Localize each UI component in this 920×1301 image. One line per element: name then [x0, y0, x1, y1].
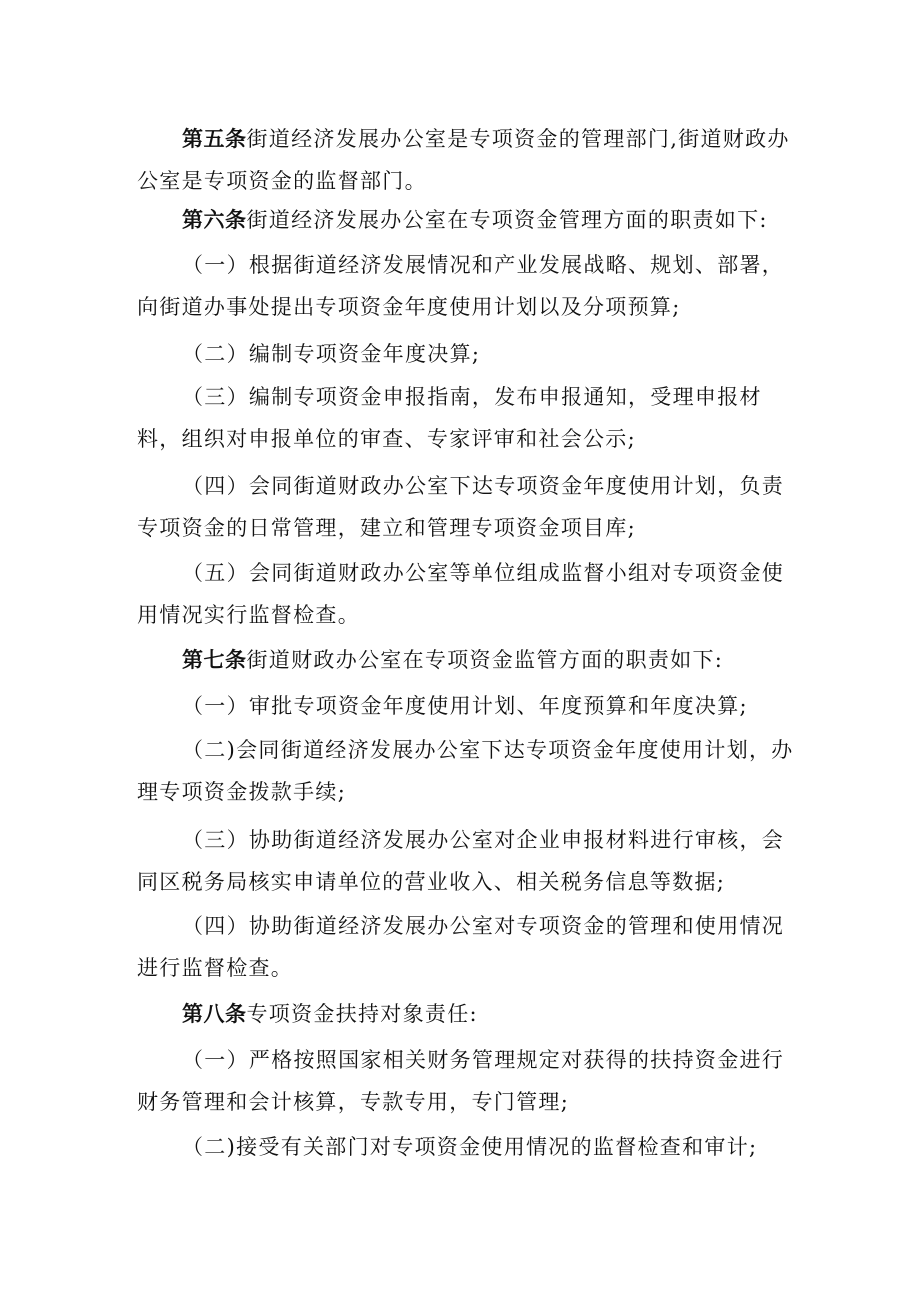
- article-6-item-4: [137, 465, 799, 549]
- article-8-item-1: [137, 1039, 799, 1123]
- article-6-paragraph: [137, 199, 799, 241]
- article-6-item-2: [137, 333, 799, 375]
- article-7-item-3: [137, 819, 799, 903]
- article-8-paragraph: [137, 993, 799, 1035]
- article-8-item-2-text: （二)接受有关部门对专项资金使用情况的监督检查和审计;: [182, 1135, 758, 1159]
- article-8-item-2: [137, 1126, 799, 1168]
- article-7-heading: 第七条: [182, 648, 247, 672]
- article-6-item-3: [137, 376, 799, 460]
- article-7-paragraph: [137, 639, 799, 681]
- article-8-item-1-text: （一）严格按照国家相关财务管理规定对获得的扶持资金进行财务管理和会计核算，专款专用，专门管理;: [137, 1048, 785, 1114]
- article-6-heading: 第六条: [182, 208, 247, 232]
- article-5-heading: 第五条: [182, 127, 247, 151]
- article-8-text: 专项资金扶持对象责任:: [246, 1002, 478, 1026]
- article-6-item-1-text: （一）根据街道经济发展情况和产业发展战略、规划、部署，向街道办事处提出专项资金年度使用计划以及分项预算;: [137, 253, 785, 319]
- article-7-item-4-text: （四）协助街道经济发展办公室对专项资金的管理和使用情况进行监督检查。: [137, 914, 785, 980]
- article-5-paragraph: [137, 118, 799, 202]
- article-6-item-5: [137, 552, 799, 636]
- article-7-item-1: [137, 685, 799, 727]
- article-6-item-1: [137, 244, 799, 328]
- article-6-item-4-text: （四）会同街道财政办公室下达专项资金年度使用计划，负责专项资金的日常管理，建立和管理专项资金项目库;: [137, 474, 785, 540]
- article-6-item-5-text: （五）会同街道财政办公室等单位组成监督小组对专项资金使用情况实行监督检查。: [137, 561, 785, 627]
- article-6-text: 街道经济发展办公室在专项资金管理方面的职责如下:: [246, 208, 768, 232]
- article-6-item-2-text: （二）编制专项资金年度决算;: [182, 342, 481, 366]
- article-5-text: 街道经济发展办公室是专项资金的管理部门,街道财政办公室是专项资金的监督部门。: [137, 127, 790, 193]
- article-7-item-2: [137, 729, 799, 813]
- article-8-heading: 第八条: [182, 1002, 247, 1026]
- article-7-item-1-text: （一）审批专项资金年度使用计划、年度预算和年度决算;: [182, 694, 748, 718]
- article-7-item-2-text: （二)会同街道经济发展办公室下达专项资金年度使用计划，办理专项资金拨款手续;: [137, 738, 794, 804]
- article-6-item-3-text: （三）编制专项资金申报指南，发布申报通知，受理申报材料，组织对申报单位的审查、专家评审和社会公示;: [137, 385, 762, 451]
- article-7-item-4: [137, 905, 799, 989]
- article-7-item-3-text: （三）协助街道经济发展办公室对企业申报材料进行审核，会同区税务局核实申请单位的营业收入、相关税务信息等数据;: [137, 828, 785, 894]
- article-7-text: 街道财政办公室在专项资金监管方面的职责如下:: [246, 648, 724, 672]
